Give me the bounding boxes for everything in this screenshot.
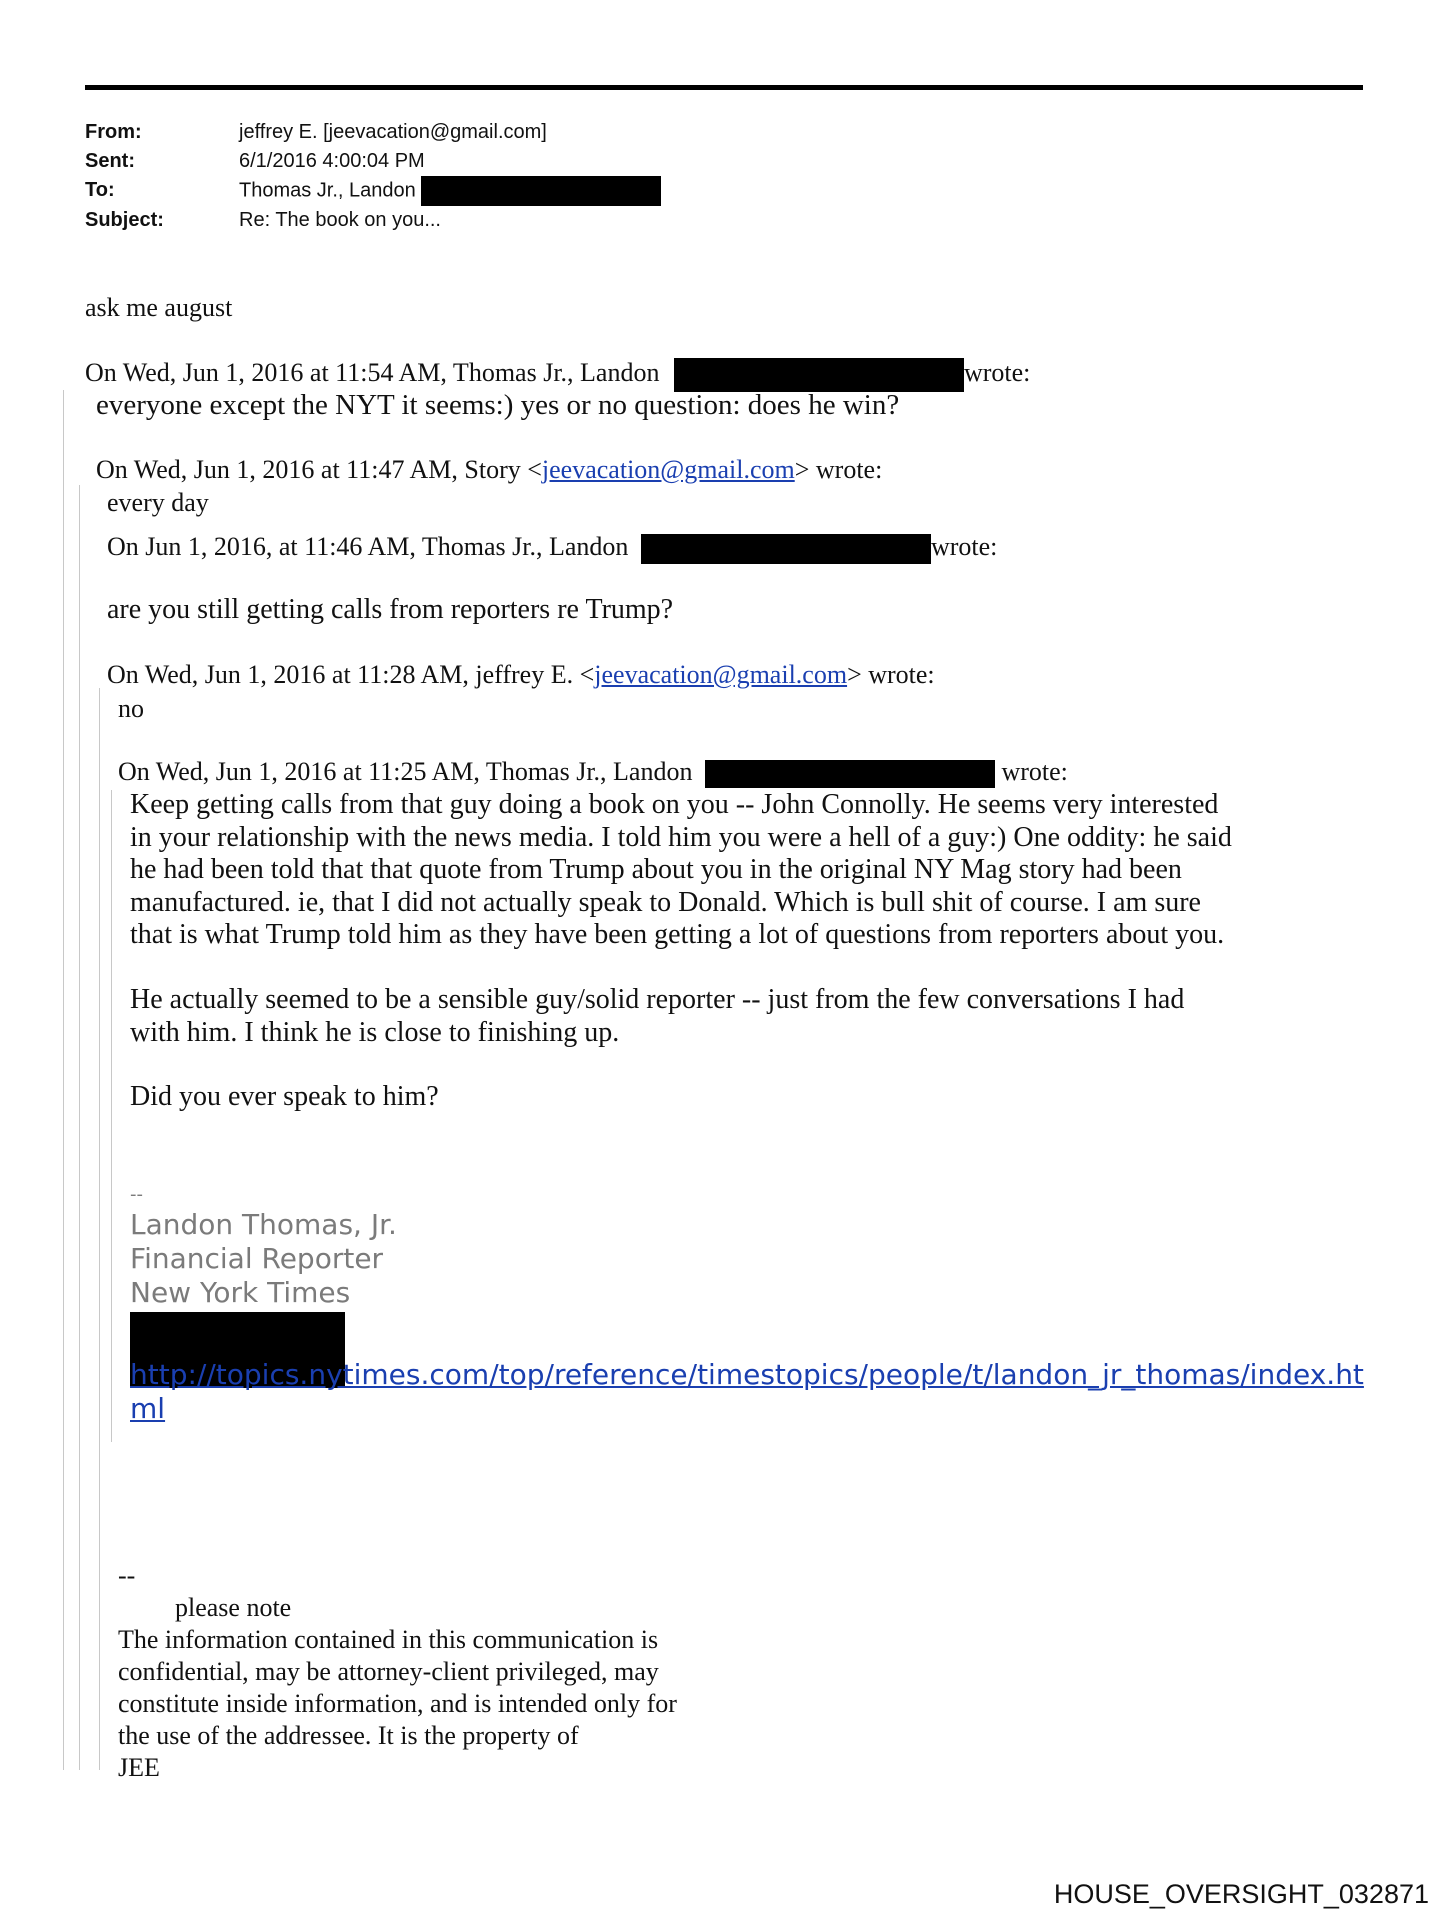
to-value-wrap: [239, 176, 661, 206]
signature-url-link[interactable]: http://topics.nytimes.com/top/reference/timestopics/people/t/landon_jr_thomas/index.html: [130, 1358, 1364, 1425]
m2-wrote: > wrote:: [794, 455, 883, 484]
footer-line: constitute inside information, and is intended only for: [118, 1689, 677, 1718]
footer-line: The information contained in this communication is: [118, 1625, 659, 1654]
subject-value: Re: The book on you...: [239, 209, 441, 231]
footer-line: confidential, may be attorney-client privileged, may: [118, 1657, 659, 1686]
redaction-box: [641, 534, 931, 564]
m5-p2-line: He actually seemed to be a sensible guy/solid reporter -- just from the few conversations I had: [130, 984, 1185, 1015]
m1-attribution: [85, 358, 1030, 392]
m3-body: are you still getting calls from reporters re Trump?: [107, 594, 674, 625]
reply-body: ask me august: [85, 293, 233, 322]
sent-value: 6/1/2016 4:00:04 PM: [239, 150, 425, 172]
signature-title: Financial Reporter: [130, 1242, 384, 1275]
footer-line: the use of the addressee. It is the property of: [118, 1721, 579, 1750]
redaction-box: [705, 760, 995, 788]
to-value: Thomas Jr., Landon: [239, 179, 416, 202]
quote-bar-4: [111, 790, 112, 1442]
sent-label: Sent:: [85, 150, 135, 172]
from-label: From:: [85, 121, 142, 143]
m4-attribution: [107, 660, 935, 690]
disclaimer: [118, 1560, 677, 1784]
m4-body: no: [118, 694, 144, 723]
subject-label: Subject:: [85, 209, 164, 231]
m5-paragraph-2: [130, 984, 1184, 1049]
m4-email-link[interactable]: jeevacation@gmail.com: [594, 660, 848, 689]
m4-attribution-text: On Wed, Jun 1, 2016 at 11:28 AM, jeffrey E. <: [107, 660, 595, 689]
footer-dashes: --: [118, 1561, 136, 1590]
m2-email-link[interactable]: jeevacation@gmail.com: [541, 455, 795, 484]
quote-bar-1: [63, 390, 64, 1770]
header-row-from: [85, 118, 661, 147]
m5-paragraph-1: [130, 789, 1232, 952]
m5-p1-line: he had been told that that quote from Trump about you in the original NY Mag story had been: [130, 854, 1182, 885]
to-label: To:: [85, 179, 115, 201]
footer-note: please note: [175, 1593, 292, 1622]
m5-p2-line: with him. I think he is close to finishing up.: [130, 1016, 620, 1048]
m5-p1-line: that is what Trump told him as they have been getting a lot of questions from reporters about you.: [130, 919, 1225, 950]
footer-line: JEE: [118, 1753, 160, 1782]
m3-attribution-text: On Jun 1, 2016, at 11:46 AM, Thomas Jr., Landon: [107, 532, 629, 561]
quote-bar-2: [79, 485, 80, 1770]
m1-wrote: wrote:: [963, 358, 1031, 387]
header-row-subject: [85, 206, 661, 235]
m5-p1-line: in your relationship with the news media. I told him you were a hell of a guy:) One oddity: he said: [130, 821, 1232, 853]
m1-body: everyone except the NYT it seems:) yes or no question: does he win?: [96, 389, 900, 421]
top-rule: [85, 85, 1363, 90]
m5-paragraph-3: Did you ever speak to him?: [130, 1081, 439, 1112]
bates-stamp: HOUSE_OVERSIGHT_032871: [1053, 1879, 1429, 1909]
from-value: jeffrey E. [jeevacation@gmail.com]: [239, 121, 547, 143]
signature-org: New York Times: [130, 1276, 351, 1309]
redaction-box: [674, 358, 964, 392]
m2-attribution: [96, 455, 882, 485]
header-row-to: [85, 176, 661, 206]
signature-url-block: [130, 1358, 1370, 1426]
header-row-sent: [85, 147, 661, 176]
m2-attribution-text: On Wed, Jun 1, 2016 at 11:47 AM, Story <: [96, 455, 542, 484]
m2-body: every day: [107, 488, 209, 517]
m5-p1-line: Keep getting calls from that guy doing a book on you -- John Connolly. He seems very interested: [130, 789, 1219, 820]
m3-wrote: wrote:: [930, 532, 998, 561]
signature-dashes: --: [130, 1184, 143, 1205]
m1-attribution-text: On Wed, Jun 1, 2016 at 11:54 AM, Thomas Jr., Landon: [85, 358, 660, 387]
m3-attribution: [107, 532, 997, 564]
redaction-box: [421, 176, 661, 206]
quote-bar-3: [99, 688, 100, 1770]
email-header: [85, 118, 661, 235]
m5-attribution: [118, 757, 1068, 788]
m4-wrote: > wrote:: [847, 660, 935, 689]
signature-name: Landon Thomas, Jr.: [130, 1208, 397, 1241]
m5-wrote: wrote:: [1001, 757, 1068, 786]
m5-p1-line: manufactured. ie, that I did not actually speak to Donald. Which is bull shit of course. I am sure: [130, 886, 1201, 918]
m5-attribution-text: On Wed, Jun 1, 2016 at 11:25 AM, Thomas Jr., Landon: [118, 757, 693, 786]
